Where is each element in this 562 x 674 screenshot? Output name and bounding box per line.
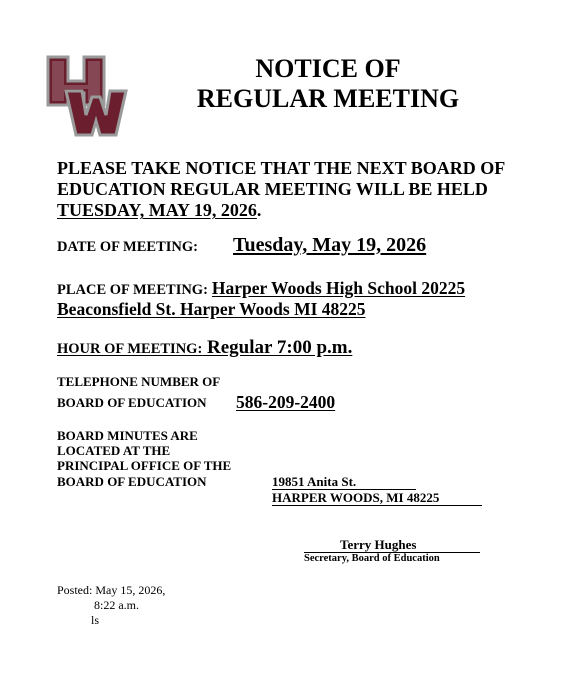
notice-period: . bbox=[256, 200, 262, 220]
notice-date: TUESDAY, MAY 19, 2026 bbox=[57, 200, 257, 220]
harper-woods-logo bbox=[44, 53, 130, 139]
hour-of-meeting-value: Regular 7:00 p.m. bbox=[202, 337, 353, 358]
minutes-line-3: PRINCIPAL OFFICE OF THE bbox=[57, 458, 232, 473]
place-of-meeting-label: PLACE OF MEETING: bbox=[57, 282, 208, 298]
minutes-address-line-1 bbox=[272, 474, 416, 490]
minutes-address-line-2 bbox=[272, 490, 482, 506]
minutes-line-2: LOCATED AT THE bbox=[57, 443, 171, 458]
date-of-meeting-label: DATE OF MEETING: bbox=[57, 239, 198, 255]
logo-w-letter bbox=[66, 91, 126, 135]
posted-line-1: Posted: May 15, 2026, bbox=[57, 583, 166, 597]
place-of-meeting-address-1: Harper Woods High School 20225 bbox=[211, 278, 466, 298]
title-line-2: REGULAR MEETING bbox=[196, 84, 460, 113]
date-of-meeting-value: Tuesday, May 19, 2026 bbox=[233, 234, 427, 256]
hour-of-meeting-label: HOUR OF MEETING: bbox=[57, 341, 203, 357]
notice-line-1: PLEASE TAKE NOTICE THAT THE NEXT BOARD OF bbox=[57, 158, 506, 178]
notice-line-2: EDUCATION REGULAR MEETING WILL BE HELD bbox=[57, 179, 488, 199]
title-line-1: NOTICE OF bbox=[255, 54, 401, 83]
minutes-line-1: BOARD MINUTES ARE bbox=[57, 428, 198, 443]
posted-line-3: ls bbox=[91, 613, 100, 627]
telephone-number: 586-209-2400 bbox=[236, 392, 336, 412]
minutes-address-city: HARPER WOODS, MI 48225 bbox=[272, 490, 440, 505]
minutes-address-street: 19851 Anita St. bbox=[272, 474, 357, 489]
place-of-meeting-line-1 bbox=[57, 278, 465, 299]
minutes-line-4: BOARD OF EDUCATION bbox=[57, 474, 207, 489]
telephone-label-line-2: BOARD OF EDUCATION bbox=[57, 395, 207, 410]
signature-title: Secretary, Board of Education bbox=[304, 553, 440, 564]
telephone-label-line-1: TELEPHONE NUMBER OF bbox=[57, 374, 221, 389]
place-of-meeting-address-2: Beaconsfield St. Harper Woods MI 48225 bbox=[57, 299, 366, 319]
notice-line-3 bbox=[57, 199, 261, 221]
signature-name: Terry Hughes bbox=[340, 537, 417, 552]
posted-line-2: 8:22 a.m. bbox=[94, 598, 139, 612]
hour-of-meeting-line bbox=[57, 337, 352, 359]
